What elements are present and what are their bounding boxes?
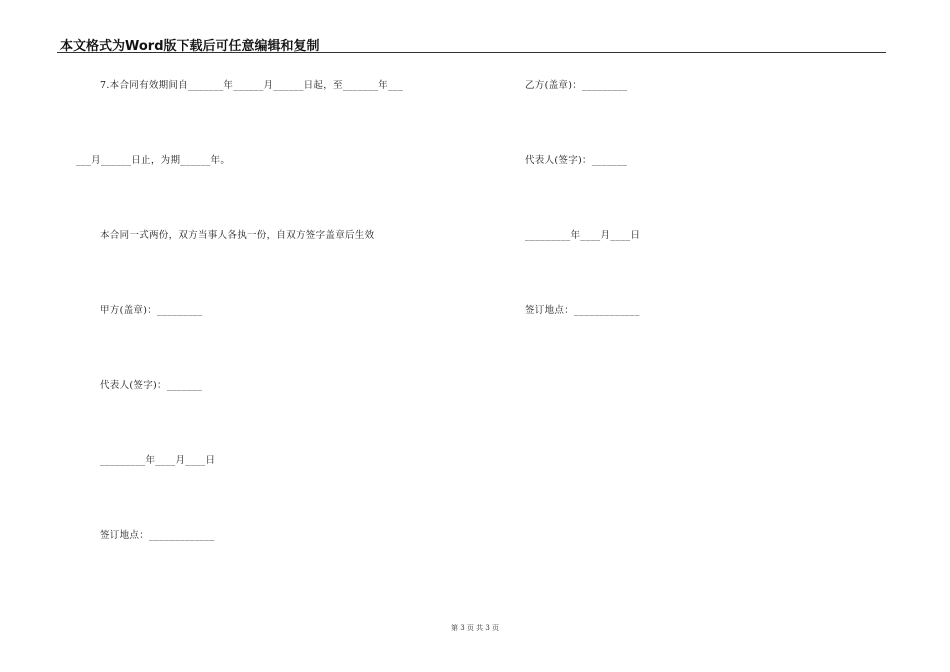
header-divider (57, 52, 886, 53)
party-a-seal-line: 甲方(盖章)：_________ (100, 305, 203, 316)
clause-7-line-1: 7.本合同有效期间自_______年______月______日起，至_______年___ (100, 80, 404, 91)
copies-clause: 本合同一式两份，双方当事人各执一份，自双方签字盖章后生效 (100, 230, 375, 241)
clause-7-line-2: ___月______日止，为期______年。 (76, 155, 231, 166)
party-b-date-line: _________年____月____日 (525, 230, 641, 241)
document-header-title: 本文格式为Word版下载后可任意编辑和复制 (60, 39, 320, 54)
page-number-footer: 第 3 页 共 3 页 (450, 624, 500, 632)
party-b-seal-line: 乙方(盖章)：_________ (525, 80, 628, 91)
party-b-place-line: 签订地点：_____________ (525, 305, 640, 316)
party-b-representative-line: 代表人(签字)：_______ (525, 155, 628, 166)
party-a-representative-line: 代表人(签字)：_______ (100, 380, 203, 391)
party-a-date-line: _________年____月____日 (100, 455, 216, 466)
party-a-place-line: 签订地点：_____________ (100, 530, 215, 541)
